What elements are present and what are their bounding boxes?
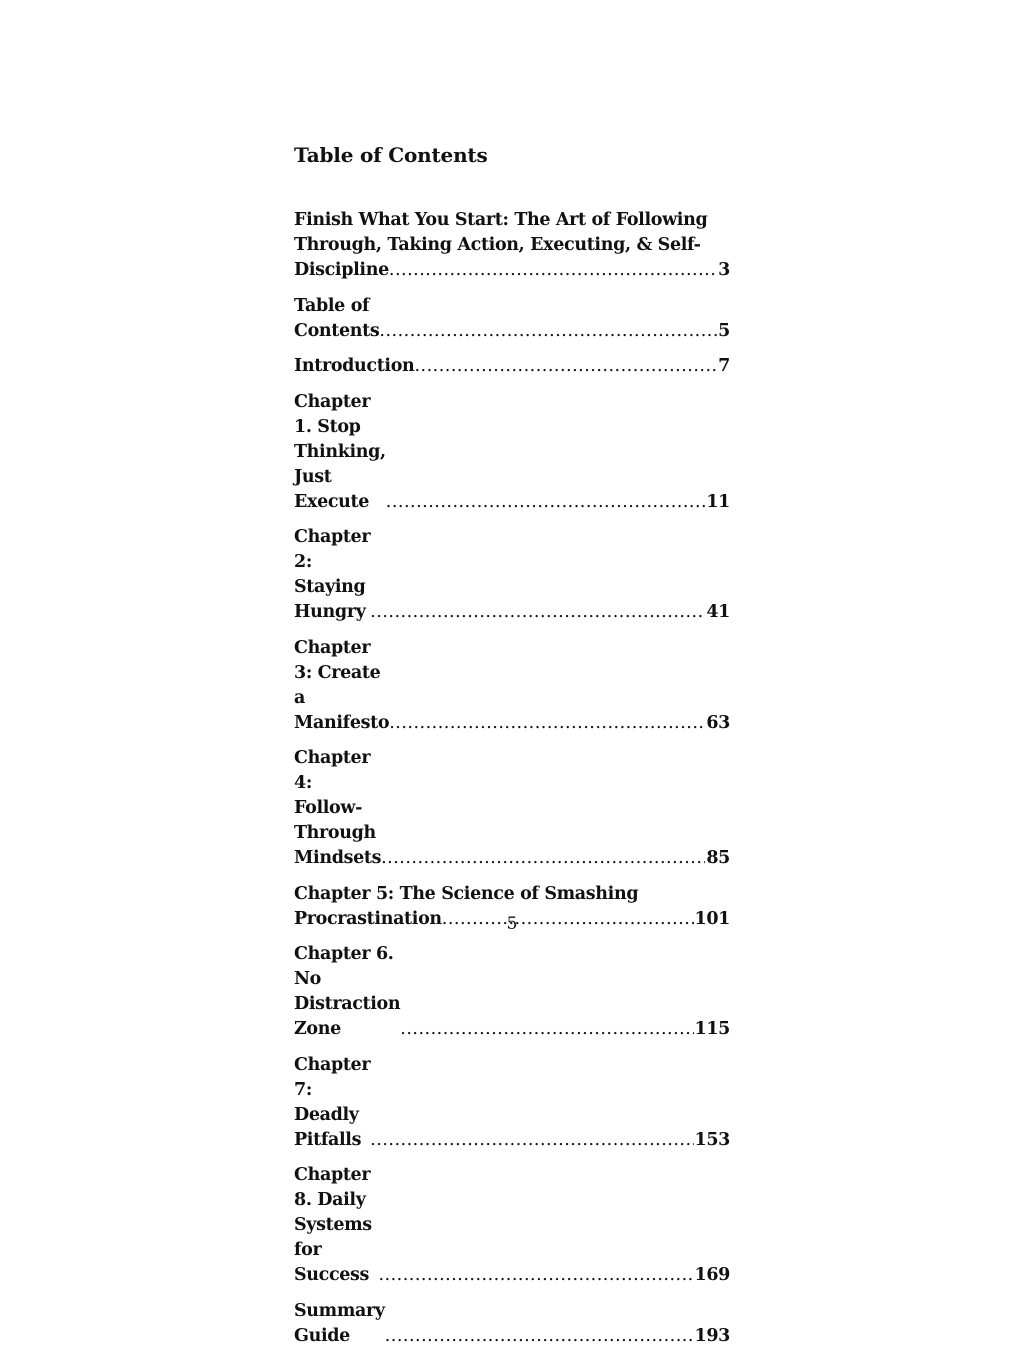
dot-leader [385, 1324, 694, 1349]
toc-entry-page: 193 [694, 1325, 730, 1346]
toc-entry [294, 1299, 730, 1349]
toc-entry-page: 153 [694, 1129, 730, 1150]
toc-entry-page: 63 [706, 712, 730, 733]
toc-entry-title: Discipline [294, 260, 389, 280]
toc-entry [294, 354, 730, 379]
toc-entry-page: 11 [706, 491, 730, 512]
dot-leader [379, 319, 717, 344]
toc-entry [294, 942, 730, 1042]
dot-leader [370, 1128, 693, 1153]
dot-leader [389, 258, 717, 283]
toc-entry-title: Chapter 6. No Distraction Zone [294, 944, 401, 1039]
toc-entry-title: Chapter 1. Stop Thinking, Just Execute [294, 391, 386, 512]
toc-entry-page: 5 [718, 320, 730, 341]
toc-entry-title: Chapter 3: Create a Manifesto [294, 637, 390, 733]
dot-leader [378, 1263, 693, 1288]
toc-entry-page: 85 [706, 848, 730, 868]
toc-entry [294, 636, 730, 736]
toc-entry [294, 390, 730, 515]
toc-entry-title-line: Finish What You Start: The Art of Following [294, 210, 708, 230]
dot-leader [414, 354, 717, 379]
toc-entry [294, 1053, 730, 1153]
toc-entry [294, 746, 730, 871]
toc-entry-title: Chapter 2: Staying Hungry [294, 527, 371, 622]
dot-leader [389, 711, 705, 736]
toc-entry [294, 208, 730, 283]
toc-entry-page: 3 [718, 260, 730, 280]
toc-entry [294, 294, 730, 344]
toc-entry-title-line: Through, Taking Action, Executing, & Self- [294, 235, 701, 255]
toc-entry-title: Summary Guide [294, 1300, 385, 1346]
toc-entry-title: Table of Contents [294, 295, 380, 341]
toc-entry-page: 41 [706, 602, 730, 622]
toc-content [294, 140, 730, 1359]
dot-leader [370, 600, 705, 625]
toc-entry [294, 525, 730, 625]
toc-entry-title: Chapter 8. Daily Systems for Success [294, 1165, 372, 1285]
toc-entry-page: 7 [718, 356, 730, 376]
dot-leader [386, 490, 706, 515]
toc-entry-title: Introduction [294, 356, 415, 376]
toc-entry-title: Procrastination [294, 908, 442, 929]
toc-entry-title-line: Chapter 5: The Science of Smashing [294, 883, 639, 904]
toc-list [294, 208, 730, 1349]
page-number: 5 [506, 914, 518, 934]
toc-entry-title: Chapter 7: Deadly Pitfalls [294, 1054, 371, 1150]
dot-leader [381, 846, 705, 871]
toc-entry-page: 169 [694, 1265, 730, 1285]
toc-entry [294, 1163, 730, 1288]
dot-leader [400, 1017, 693, 1042]
toc-entry-page: 101 [694, 908, 730, 929]
toc-entry-page: 115 [694, 1019, 730, 1039]
toc-entry-title: Chapter 4: Follow-Through Mindsets [294, 748, 382, 868]
toc-heading: Table of Contents [294, 143, 488, 167]
